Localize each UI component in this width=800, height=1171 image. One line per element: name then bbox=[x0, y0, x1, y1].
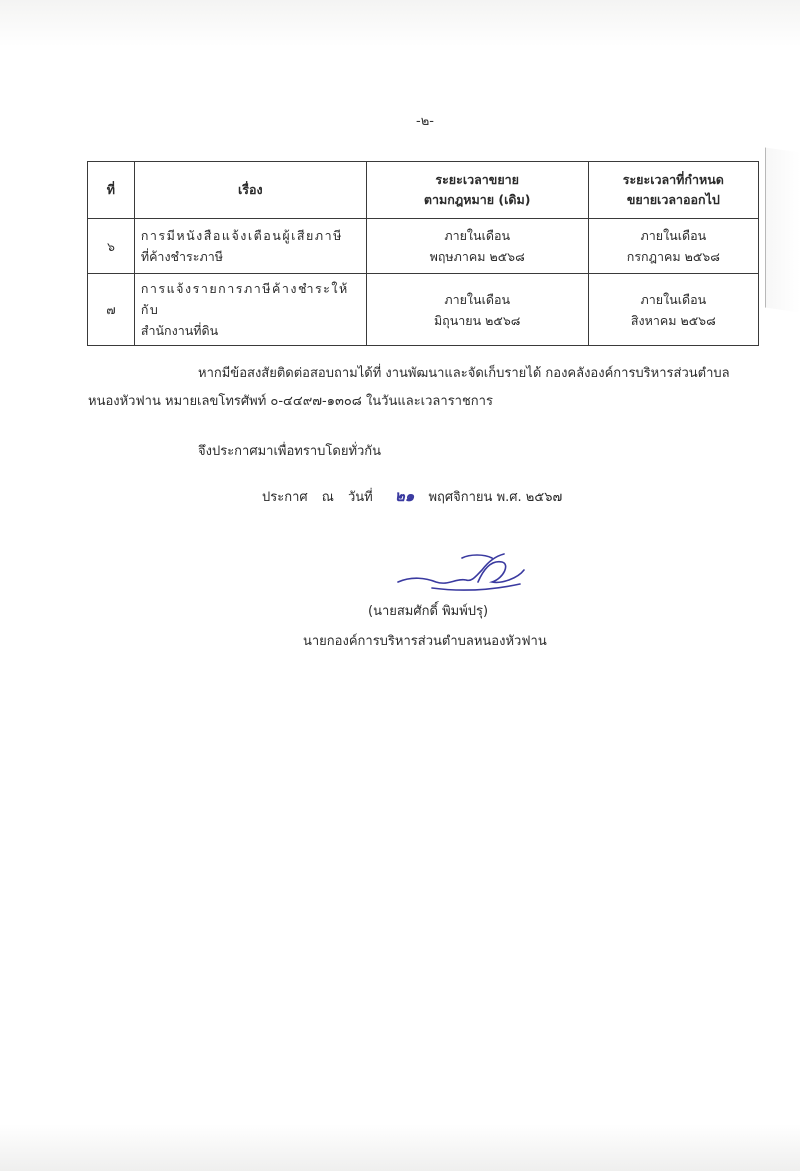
row-old-line2: มิถุนายน ๒๕๖๘ bbox=[433, 312, 521, 328]
row-new-line2: กรกฎาคม ๒๕๖๘ bbox=[626, 249, 720, 264]
header-old-period bbox=[366, 162, 588, 219]
schedule-table bbox=[87, 161, 759, 346]
row-new-period bbox=[588, 219, 758, 274]
row-old-period bbox=[366, 219, 588, 274]
row-subject-line2: สำนักงานที่ดิน bbox=[140, 323, 219, 338]
announcement-date-line bbox=[262, 484, 572, 508]
table-row bbox=[88, 219, 759, 274]
row-old-period bbox=[366, 274, 588, 346]
row-subject bbox=[134, 219, 366, 274]
header-new-period-line2: ขยายเวลาออกไป bbox=[626, 192, 720, 207]
announce-at: ณ bbox=[321, 490, 334, 505]
row-no: ๖ bbox=[88, 219, 135, 274]
header-subject: เรื่อง bbox=[134, 162, 366, 219]
row-subject-line1: การมีหนังสือแจ้งเตือนผู้เสียภาษี bbox=[140, 228, 343, 243]
row-subject-line1: การแจ้งรายการภาษีค้างชำระให้กับ bbox=[140, 281, 349, 317]
table-header-row bbox=[88, 162, 759, 219]
row-new-line2: สิงหาคม ๒๕๖๘ bbox=[630, 312, 716, 328]
row-old-line1: ภายในเดือน bbox=[444, 228, 511, 243]
row-new-line1: ภายในเดือน bbox=[640, 291, 707, 307]
announce-month-year: พฤศจิกายน พ.ศ. ๒๕๖๗ bbox=[428, 490, 563, 505]
row-subject-line2: ที่ค้างชำระภาษี bbox=[140, 249, 223, 264]
page-number: -๒- bbox=[416, 114, 434, 129]
row-old-line2: พฤษภาคม ๒๕๖๘ bbox=[429, 249, 525, 264]
announce-prefix: ประกาศ bbox=[262, 490, 308, 505]
contact-paragraph-line2: หนองหัวฟาน หมายเลขโทรศัพท์ ๐-๔๔๙๗-๑๓๐๘ ในวันและเวลาราชการ bbox=[88, 394, 493, 409]
header-new-period-line1: ระยะเวลาที่กำหนด bbox=[622, 172, 724, 187]
header-new-period bbox=[588, 162, 758, 219]
table-row bbox=[88, 274, 759, 346]
row-subject bbox=[134, 274, 366, 346]
row-new-line1: ภายในเดือน bbox=[640, 228, 707, 243]
row-new-period bbox=[588, 274, 758, 346]
signature-mark bbox=[392, 548, 532, 598]
header-no: ที่ bbox=[88, 162, 135, 219]
closing-paragraph: จึงประกาศมาเพื่อทราบโดยทั่วกัน bbox=[198, 444, 382, 459]
header-old-period-line2: ตามกฎหมาย (เดิม) bbox=[423, 192, 531, 207]
announce-day-label: วันที่ bbox=[347, 490, 373, 505]
signer-title: นายกองค์การบริหารส่วนตำบลหนองหัวฟาน bbox=[303, 634, 547, 649]
row-old-line1: ภายในเดือน bbox=[444, 291, 511, 307]
row-no: ๗ bbox=[88, 274, 135, 346]
adjacent-page-edge bbox=[765, 148, 800, 313]
announce-day-handwritten: ๒๑ bbox=[394, 487, 415, 505]
signer-name: (นายสมศักดิ์ พิมพ์ปรุ) bbox=[368, 604, 489, 619]
header-old-period-line1: ระยะเวลาขยาย bbox=[435, 172, 520, 187]
contact-paragraph-line1: หากมีข้อสงสัยติดต่อสอบถามได้ที่ งานพัฒนาและจัดเก็บรายได้ กองคลังองค์การบริหารส่วนตำบล bbox=[198, 366, 730, 381]
